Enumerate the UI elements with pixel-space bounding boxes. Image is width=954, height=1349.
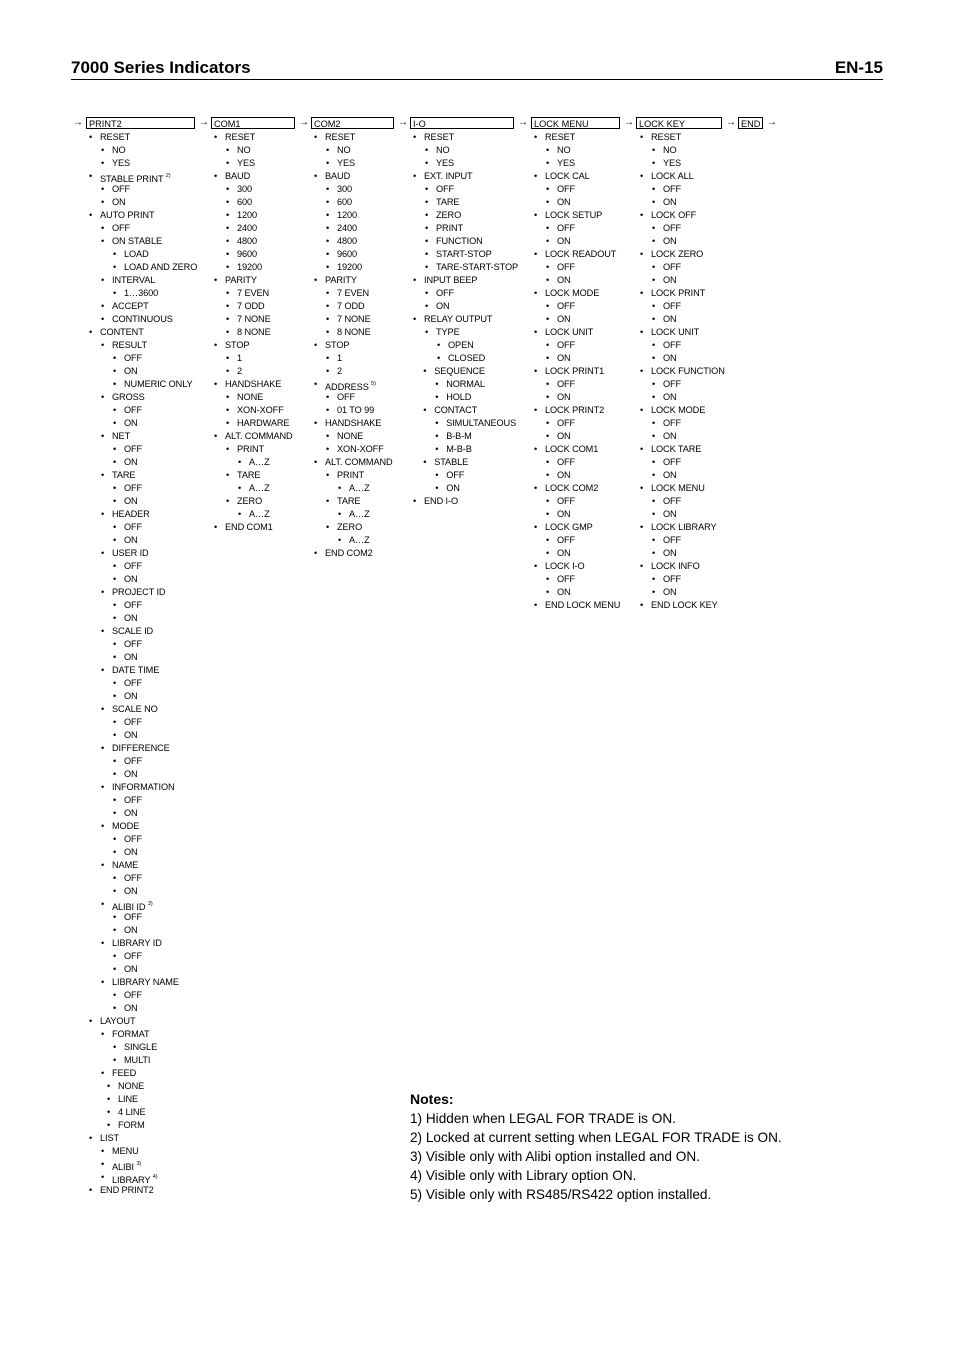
flow-arrow: → xyxy=(767,117,777,128)
print2-item: • ON xyxy=(124,690,138,703)
print2-item: • ACCEPT xyxy=(112,300,149,313)
print2-item: • LIBRARY ID xyxy=(112,937,162,950)
com1-item: • 300 xyxy=(237,183,252,196)
lock-menu-item: • ON xyxy=(557,313,571,326)
com2-item: • 1 xyxy=(337,352,342,365)
com1-item: • A…Z xyxy=(249,482,270,495)
print2-item: • DATE TIME xyxy=(112,664,159,677)
footnote-ref: 4) xyxy=(152,1174,158,1180)
com2-item: • 19200 xyxy=(337,261,362,274)
com1-item: • 9600 xyxy=(237,248,257,261)
lock-key-item: • LOCK OFF xyxy=(651,209,696,222)
io-item: • CONTACT xyxy=(434,404,477,417)
print2-item: • NONE xyxy=(118,1080,144,1093)
com1-item: • 7 NONE xyxy=(237,313,271,326)
note-item: 4) Visible only with Library option ON. xyxy=(410,1168,637,1183)
com2-item: • PARITY xyxy=(325,274,357,287)
com1-item: • A…Z xyxy=(249,456,270,469)
lock-menu-item: • ON xyxy=(557,391,571,404)
io-item: • YES xyxy=(436,157,454,170)
print2-item: • DIFFERENCE xyxy=(112,742,170,755)
lock-key-item: • YES xyxy=(663,157,681,170)
lock-menu-item: • OFF xyxy=(557,222,575,235)
lock-key-item: • END LOCK KEY xyxy=(651,599,718,612)
io-item: • M-B-B xyxy=(446,443,472,456)
print2-item: • OFF xyxy=(124,794,142,807)
flow-arrow: → xyxy=(398,117,408,128)
lock-menu-item: • ON xyxy=(557,586,571,599)
lock-key-item: • OFF xyxy=(663,339,681,352)
page-number: EN-15 xyxy=(834,58,883,77)
lock-key-item: • OFF xyxy=(663,534,681,547)
print2-item: • LOAD AND ZERO xyxy=(124,261,197,274)
io-item: • START-STOP xyxy=(436,248,492,261)
menu-box-lock-key: LOCK KEY xyxy=(636,117,722,129)
print2-item: • ON xyxy=(124,924,138,937)
lock-key-item: • LOCK LIBRARY xyxy=(651,521,717,534)
lock-menu-item: • LOCK PRINT2 xyxy=(545,404,604,417)
print2-item: • OFF xyxy=(124,404,142,417)
print2-item: • ALIBI ID $^{3)}$ xyxy=(112,898,153,914)
lock-key-item: • ON xyxy=(663,352,677,365)
lock-key-item: • LOCK UNIT xyxy=(651,326,699,339)
lock-menu-item: • ON xyxy=(557,196,571,209)
print2-item: • LIST xyxy=(100,1132,119,1145)
print2-item: • ON xyxy=(124,417,138,430)
com2-item: • RESET xyxy=(325,131,355,144)
io-item: • RESET xyxy=(424,131,454,144)
print2-item: • INFORMATION xyxy=(112,781,175,794)
lock-key-item: • ON xyxy=(663,586,677,599)
com2-item: • NO xyxy=(337,144,351,157)
footnote-ref: 5) xyxy=(371,381,376,387)
print2-item: • SCALE ID xyxy=(112,625,153,638)
com1-item: • END COM1 xyxy=(225,521,273,534)
com2-item: • 9600 xyxy=(337,248,357,261)
lock-menu-item: • OFF xyxy=(557,339,575,352)
menu-box-end: END xyxy=(738,117,763,129)
print2-item: • HEADER xyxy=(112,508,150,521)
print2-item: • MODE xyxy=(112,820,139,833)
lock-key-item: • OFF xyxy=(663,300,681,313)
com2-item: • ADDRESS $^{5)}$ xyxy=(325,378,376,394)
lock-menu-item: • ON xyxy=(557,547,571,560)
print2-item: • OFF xyxy=(124,352,142,365)
lock-menu-item: • LOCK PRINT1 xyxy=(545,365,604,378)
flow-arrow: → xyxy=(726,117,736,128)
lock-key-item: • LOCK MENU xyxy=(651,482,705,495)
print2-item: • LINE xyxy=(118,1093,138,1106)
print2-item: • OFF xyxy=(124,911,142,924)
com2-item: • 2 xyxy=(337,365,342,378)
print2-item: • OFF xyxy=(124,989,142,1002)
com1-item: • RESET xyxy=(225,131,255,144)
print2-item: • USER ID xyxy=(112,547,149,560)
flow-arrow: → xyxy=(73,117,83,128)
menu-box-com2: COM2 xyxy=(311,117,394,129)
print2-item: • LIBRARY $^{4)}$ xyxy=(112,1171,157,1187)
print2-item: • MULTI xyxy=(124,1054,150,1067)
com2-item: • PRINT xyxy=(337,469,364,482)
footnote-ref: 3) xyxy=(147,901,153,907)
lock-menu-item: • LOCK MODE xyxy=(545,287,599,300)
com1-item: • 600 xyxy=(237,196,252,209)
lock-menu-item: • OFF xyxy=(557,534,575,547)
com2-item: • 7 EVEN xyxy=(337,287,369,300)
print2-item: • ON xyxy=(124,1002,138,1015)
io-item: • RELAY OUTPUT xyxy=(424,313,492,326)
print2-item: • FORMAT xyxy=(112,1028,150,1041)
com1-item: • HARDWARE xyxy=(237,417,289,430)
lock-menu-item: • OFF xyxy=(557,456,575,469)
io-item: • ON xyxy=(446,482,460,495)
print2-item: • OFF xyxy=(124,521,142,534)
print2-item: • FORM xyxy=(118,1119,145,1132)
com1-item: • TARE xyxy=(237,469,260,482)
print2-item: • AUTO PRINT xyxy=(100,209,154,222)
com2-item: • 01 TO 99 xyxy=(337,404,374,417)
print2-item: • OFF xyxy=(124,638,142,651)
lock-menu-item: • LOCK GMP xyxy=(545,521,593,534)
lock-key-item: • ON xyxy=(663,313,677,326)
com2-item: • ZERO xyxy=(337,521,362,534)
com2-item: • HANDSHAKE xyxy=(325,417,381,430)
com2-item: • END COM2 xyxy=(325,547,373,560)
com2-item: • OFF xyxy=(337,391,355,404)
menu-box-i-o: I-O xyxy=(410,117,514,129)
flow-arrow: → xyxy=(199,117,209,128)
io-item: • ZERO xyxy=(436,209,461,222)
print2-item: • FEED xyxy=(112,1067,136,1080)
footnote-ref: 3) xyxy=(136,1161,142,1167)
com2-item: • XON-XOFF xyxy=(337,443,384,456)
com2-item: • A…Z xyxy=(349,534,370,547)
lock-key-item: • OFF xyxy=(663,417,681,430)
print2-item: • ON xyxy=(124,612,138,625)
print2-item: • RESET xyxy=(100,131,130,144)
lock-menu-item: • RESET xyxy=(545,131,575,144)
lock-key-item: • ON xyxy=(663,469,677,482)
lock-key-item: • OFF xyxy=(663,378,681,391)
io-item: • TARE xyxy=(436,196,459,209)
lock-key-item: • ON xyxy=(663,508,677,521)
io-item: • NO xyxy=(436,144,450,157)
lock-menu-item: • LOCK CAL xyxy=(545,170,590,183)
lock-menu-item: • OFF xyxy=(557,261,575,274)
print2-item: • ON xyxy=(124,365,138,378)
lock-menu-item: • LOCK SETUP xyxy=(545,209,602,222)
lock-key-item: • OFF xyxy=(663,261,681,274)
print2-item: • OFF xyxy=(124,950,142,963)
note-item: 1) Hidden when LEGAL FOR TRADE is ON. xyxy=(410,1111,676,1126)
com2-item: • 8 NONE xyxy=(337,326,371,339)
print2-item: • ON xyxy=(124,729,138,742)
notes-title: Notes: xyxy=(410,1091,454,1107)
com1-item: • 1 xyxy=(237,352,242,365)
print2-item: • CONTINUOUS xyxy=(112,313,173,326)
com2-item: • TARE xyxy=(337,495,360,508)
com1-item: • 7 ODD xyxy=(237,300,265,313)
lock-menu-item: • ON xyxy=(557,508,571,521)
page-header-title: 7000 Series Indicators xyxy=(71,58,251,77)
menu-box-lock-menu: LOCK MENU xyxy=(531,117,620,129)
io-item: • OPEN xyxy=(448,339,474,352)
io-item: • TARE-START-STOP xyxy=(436,261,518,274)
io-item: • OFF xyxy=(446,469,464,482)
print2-item: • CONTENT xyxy=(100,326,144,339)
print2-item: • NUMERIC ONLY xyxy=(124,378,193,391)
lock-menu-item: • OFF xyxy=(557,300,575,313)
com1-item: • NONE xyxy=(237,391,263,404)
print2-item: • ON xyxy=(124,846,138,859)
lock-menu-item: • OFF xyxy=(557,417,575,430)
lock-menu-item: • OFF xyxy=(557,495,575,508)
lock-menu-item: • OFF xyxy=(557,183,575,196)
io-item: • HOLD xyxy=(446,391,471,404)
print2-item: • ON xyxy=(124,573,138,586)
lock-key-item: • OFF xyxy=(663,456,681,469)
com2-item: • NONE xyxy=(337,430,363,443)
com2-item: • YES xyxy=(337,157,355,170)
lock-key-item: • ON xyxy=(663,547,677,560)
print2-item: • OFF xyxy=(124,716,142,729)
io-item: • OFF xyxy=(436,183,454,196)
lock-key-item: • LOCK PRINT xyxy=(651,287,705,300)
print2-item: • ON xyxy=(124,495,138,508)
print2-item: • ON xyxy=(124,963,138,976)
print2-item: • OFF xyxy=(124,599,142,612)
print2-item: • OFF xyxy=(124,872,142,885)
com1-item: • NO xyxy=(237,144,251,157)
print2-item: • STABLE PRINT $^{2)}$ xyxy=(100,170,170,186)
lock-menu-item: • LOCK COM1 xyxy=(545,443,598,456)
lock-key-item: • OFF xyxy=(663,183,681,196)
com2-item: • STOP xyxy=(325,339,349,352)
print2-item: • NET xyxy=(112,430,130,443)
lock-key-item: • LOCK ALL xyxy=(651,170,694,183)
print2-item: • NO xyxy=(112,144,126,157)
print2-item: • ON xyxy=(112,196,126,209)
lock-menu-item: • ON xyxy=(557,469,571,482)
lock-menu-item: • OFF xyxy=(557,378,575,391)
io-item: • INPUT BEEP xyxy=(424,274,477,287)
print2-item: • YES xyxy=(112,157,130,170)
print2-item: • NAME xyxy=(112,859,138,872)
print2-item: • OFF xyxy=(124,677,142,690)
print2-item: • ALIBI $^{3)}$ xyxy=(112,1158,141,1174)
io-item: • EXT. INPUT xyxy=(424,170,473,183)
com1-item: • XON-XOFF xyxy=(237,404,284,417)
print2-item: • LIBRARY NAME xyxy=(112,976,179,989)
lock-menu-item: • ON xyxy=(557,274,571,287)
io-item: • CLOSED xyxy=(448,352,485,365)
io-item: • STABLE xyxy=(434,456,468,469)
com1-item: • PRINT xyxy=(237,443,264,456)
lock-menu-item: • OFF xyxy=(557,573,575,586)
lock-key-item: • LOCK FUNCTION xyxy=(651,365,725,378)
io-item: • FUNCTION xyxy=(436,235,483,248)
lock-key-item: • LOCK TARE xyxy=(651,443,701,456)
lock-menu-item: • ON xyxy=(557,352,571,365)
com2-item: • 1200 xyxy=(337,209,357,222)
print2-item: • LOAD xyxy=(124,248,149,261)
io-item: • SEQUENCE xyxy=(434,365,485,378)
lock-menu-item: • LOCK I-O xyxy=(545,560,585,573)
com1-item: • ALT. COMMAND xyxy=(225,430,293,443)
note-item: 3) Visible only with Alibi option installed and ON. xyxy=(410,1149,700,1164)
io-item: • ON xyxy=(436,300,450,313)
io-item: • NORMAL xyxy=(446,378,485,391)
com1-item: • 7 EVEN xyxy=(237,287,269,300)
com2-item: • ALT. COMMAND xyxy=(325,456,393,469)
print2-item: • RESULT xyxy=(112,339,147,352)
com2-item: • 4800 xyxy=(337,235,357,248)
lock-key-item: • NO xyxy=(663,144,677,157)
io-item: • SIMULTANEOUS xyxy=(446,417,516,430)
lock-key-item: • LOCK ZERO xyxy=(651,248,703,261)
com2-item: • 300 xyxy=(337,183,352,196)
print2-item: • OFF xyxy=(124,560,142,573)
flow-arrow: → xyxy=(518,117,528,128)
io-item: • END I-O xyxy=(424,495,458,508)
lock-key-item: • LOCK INFO xyxy=(651,560,700,573)
print2-item: • OFF xyxy=(112,183,130,196)
lock-menu-item: • END LOCK MENU xyxy=(545,599,620,612)
note-item: 2) Locked at current setting when LEGAL FOR TRADE is ON. xyxy=(410,1130,782,1145)
print2-item: • SCALE NO xyxy=(112,703,158,716)
com1-item: • 1200 xyxy=(237,209,257,222)
com1-item: • YES xyxy=(237,157,255,170)
lock-key-item: • ON xyxy=(663,196,677,209)
print2-item: • MENU xyxy=(112,1145,139,1158)
print2-item: • ON STABLE xyxy=(112,235,162,248)
print2-item: • ON xyxy=(124,651,138,664)
com2-item: • 600 xyxy=(337,196,352,209)
io-item: • PRINT xyxy=(436,222,463,235)
com1-item: • 2 xyxy=(237,365,242,378)
com1-item: • ZERO xyxy=(237,495,262,508)
lock-key-item: • ON xyxy=(663,430,677,443)
io-item: • B-B-M xyxy=(446,430,472,443)
print2-item: • GROSS xyxy=(112,391,145,404)
com2-item: • 7 NONE xyxy=(337,313,371,326)
print2-item: • ON xyxy=(124,885,138,898)
lock-menu-item: • LOCK COM2 xyxy=(545,482,598,495)
print2-item: • OFF xyxy=(124,755,142,768)
com1-item: • BAUD xyxy=(225,170,250,183)
lock-menu-item: • NO xyxy=(557,144,571,157)
print2-item: • 4 LINE xyxy=(118,1106,146,1119)
com2-item: • BAUD xyxy=(325,170,350,183)
print2-item: • 1…3600 xyxy=(124,287,158,300)
lock-menu-item: • ON xyxy=(557,430,571,443)
print2-item: • SINGLE xyxy=(124,1041,157,1054)
lock-key-item: • ON xyxy=(663,235,677,248)
print2-item: • OFF xyxy=(124,833,142,846)
print2-item: • OFF xyxy=(124,443,142,456)
flow-arrow: → xyxy=(624,117,634,128)
print2-item: • INTERVAL xyxy=(112,274,155,287)
print2-item: • ON xyxy=(124,768,138,781)
notes-section xyxy=(410,1090,782,1204)
note-item: 5) Visible only with RS485/RS422 option installed. xyxy=(410,1187,712,1202)
lock-menu-item: • YES xyxy=(557,157,575,170)
lock-key-item: • ON xyxy=(663,391,677,404)
com1-item: • 19200 xyxy=(237,261,262,274)
print2-item: • ON xyxy=(124,456,138,469)
lock-key-item: • OFF xyxy=(663,495,681,508)
lock-key-item: • OFF xyxy=(663,222,681,235)
com1-item: • 8 NONE xyxy=(237,326,271,339)
io-item: • OFF xyxy=(436,287,454,300)
lock-menu-item: • ON xyxy=(557,235,571,248)
print2-item: • END PRINT2 xyxy=(100,1184,154,1197)
footnote-ref: 2) xyxy=(165,173,171,179)
flow-arrow: → xyxy=(299,117,309,128)
print2-item: • ON xyxy=(124,807,138,820)
com1-item: • A…Z xyxy=(249,508,270,521)
print2-item: • TARE xyxy=(112,469,135,482)
com2-item: • A…Z xyxy=(349,508,370,521)
com1-item: • STOP xyxy=(225,339,249,352)
io-item: • TYPE xyxy=(436,326,460,339)
com1-item: • 4800 xyxy=(237,235,257,248)
lock-key-item: • LOCK MODE xyxy=(651,404,705,417)
lock-key-item: • RESET xyxy=(651,131,681,144)
com1-item: • 2400 xyxy=(237,222,257,235)
lock-key-item: • OFF xyxy=(663,573,681,586)
com1-item: • HANDSHAKE xyxy=(225,378,281,391)
com2-item: • 2400 xyxy=(337,222,357,235)
menu-box-print2: PRINT2 xyxy=(86,117,195,129)
lock-menu-item: • LOCK READOUT xyxy=(545,248,616,261)
com1-item: • PARITY xyxy=(225,274,257,287)
print2-item: • LAYOUT xyxy=(100,1015,135,1028)
lock-menu-item: • LOCK UNIT xyxy=(545,326,593,339)
menu-box-com1: COM1 xyxy=(211,117,295,129)
lock-key-item: • ON xyxy=(663,274,677,287)
print2-item: • ON xyxy=(124,534,138,547)
com2-item: • 7 ODD xyxy=(337,300,365,313)
print2-item: • OFF xyxy=(124,482,142,495)
print2-item: • PROJECT ID xyxy=(112,586,165,599)
print2-item: • OFF xyxy=(112,222,130,235)
com2-item: • A…Z xyxy=(349,482,370,495)
